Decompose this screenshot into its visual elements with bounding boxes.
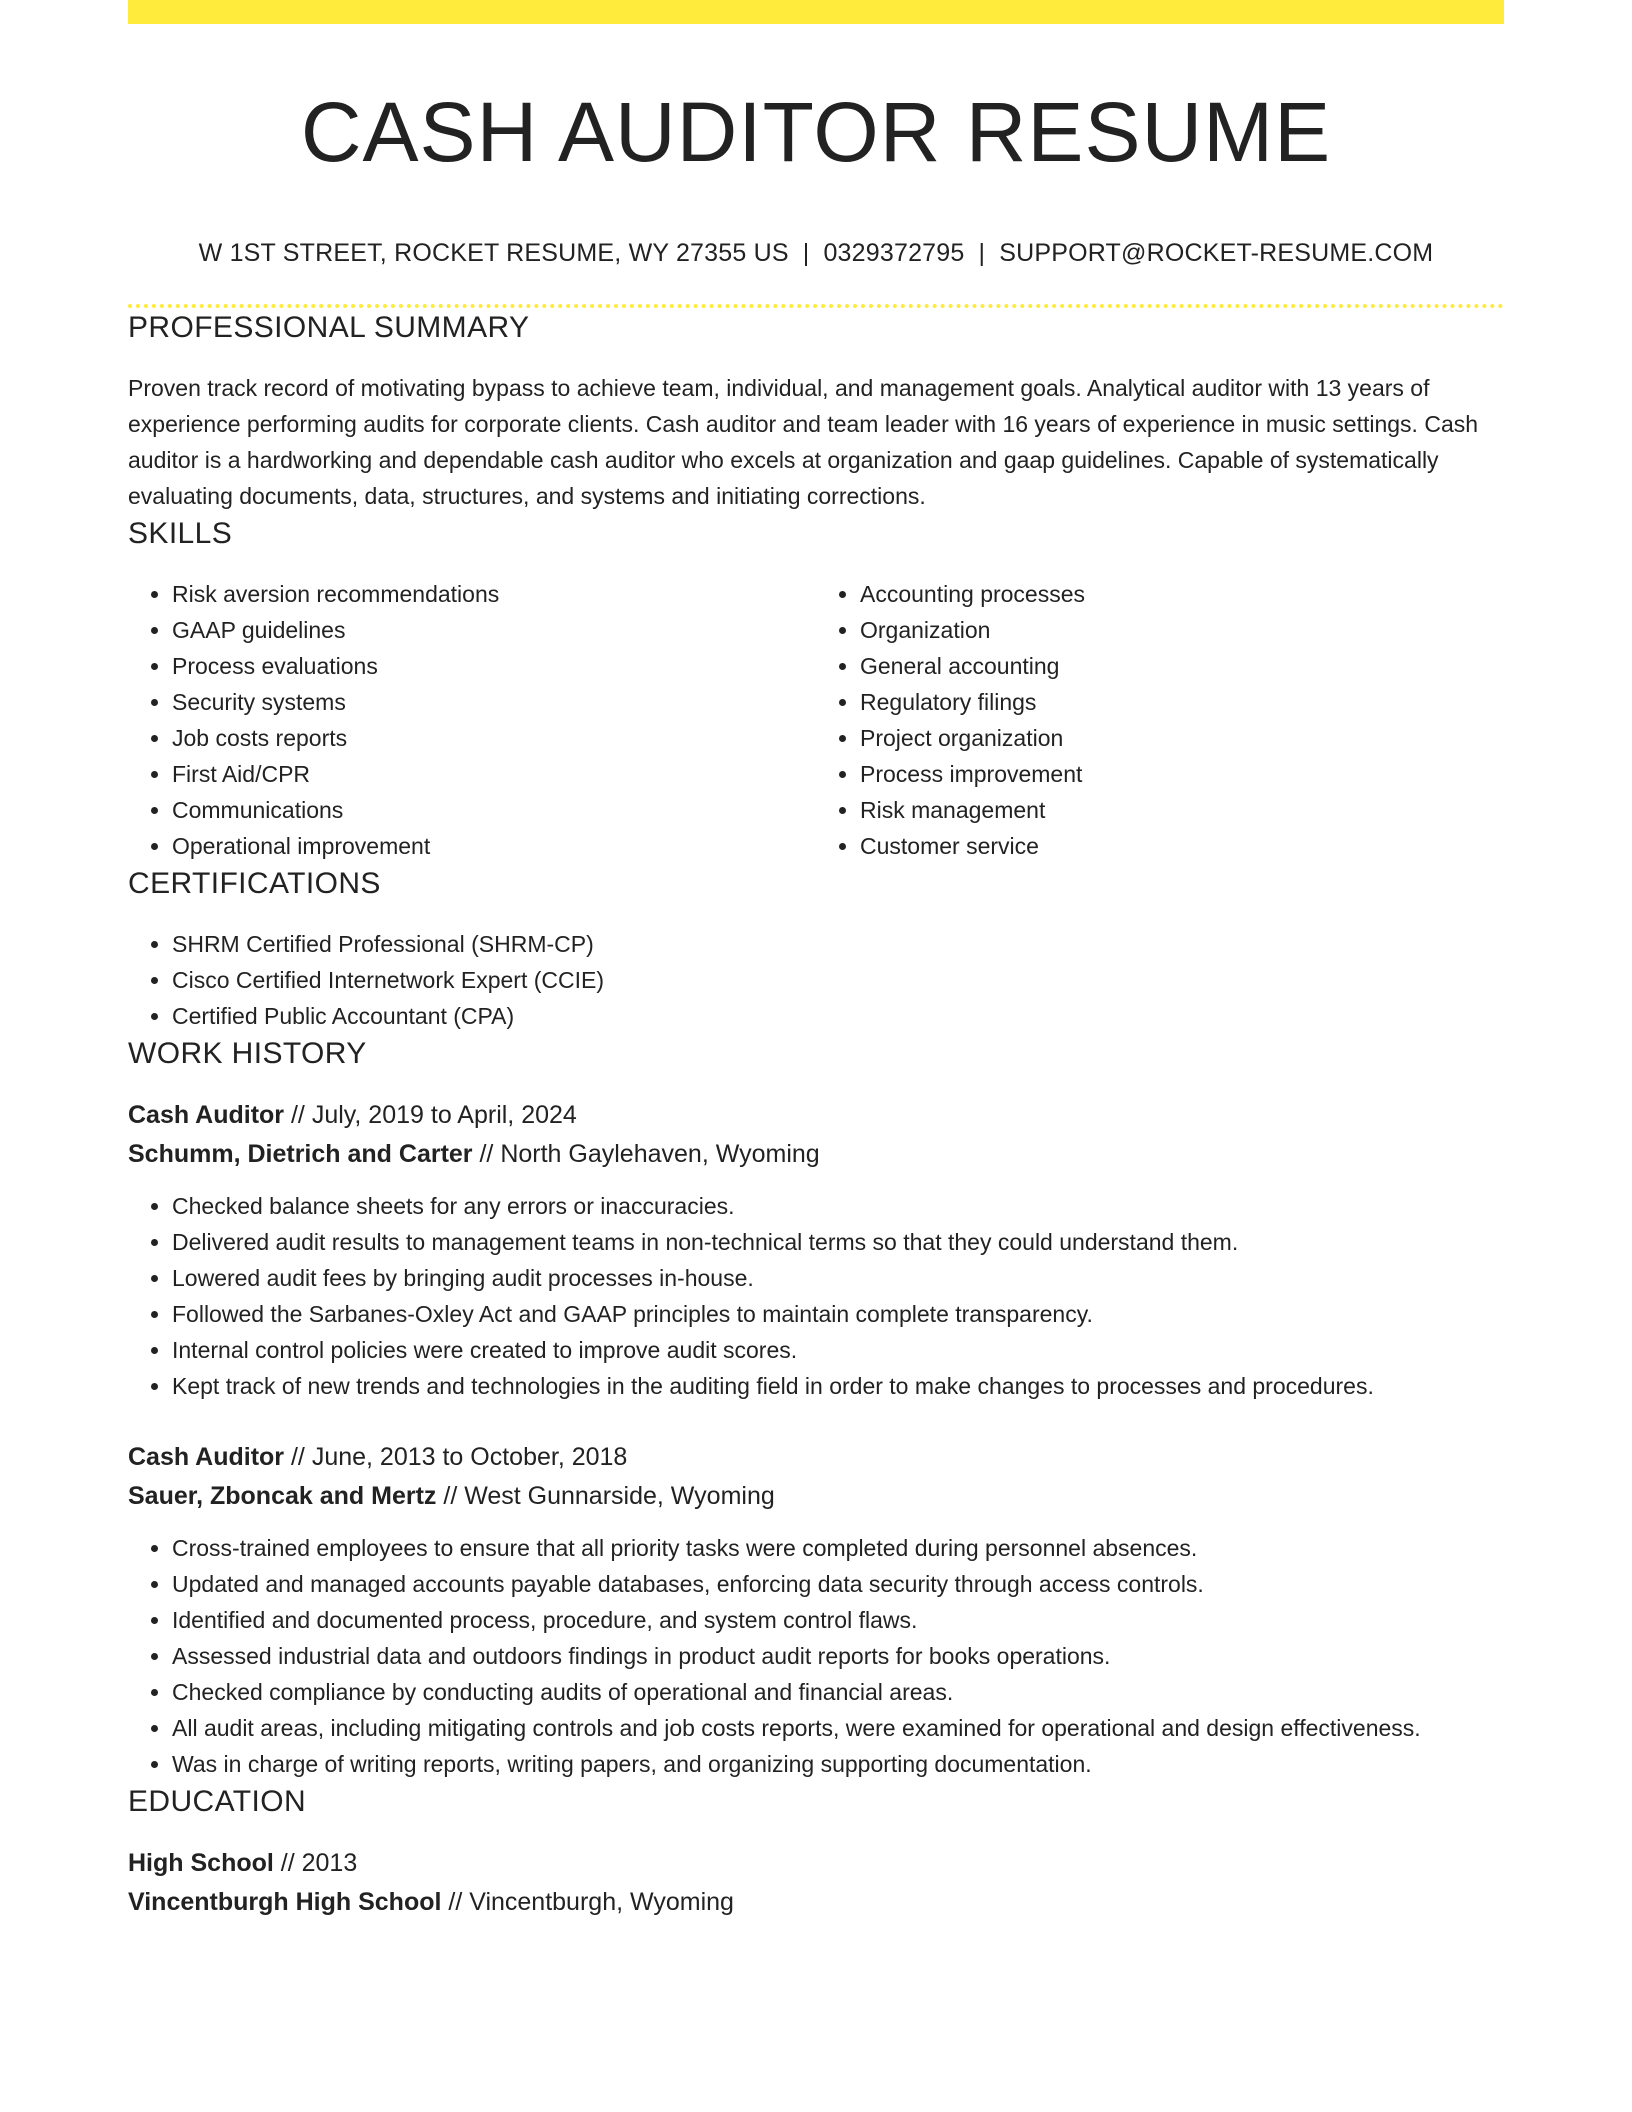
contact-line — [128, 236, 1504, 270]
job-role-line — [128, 1438, 1504, 1477]
certification-item: • SHRM Certified Professional (SHRM-CP) — [172, 926, 1504, 962]
certification-item: • Cisco Certified Internetwork Expert (CCIE) — [172, 962, 1504, 998]
contact-separator: | — [802, 239, 810, 267]
skill-item: • Risk management — [860, 792, 1504, 828]
summary-heading: PROFESSIONAL SUMMARY — [128, 311, 530, 344]
job-location: // West Gunnarside, Wyoming — [436, 1482, 775, 1510]
work-history-heading: WORK HISTORY — [128, 1037, 367, 1070]
job-role: Cash Auditor — [128, 1101, 285, 1129]
skills-right-list — [816, 576, 1504, 864]
certification-item: • Certified Public Accountant (CPA) — [172, 998, 1504, 1034]
resume-content — [128, 0, 1504, 1922]
education-degree: High School — [128, 1849, 274, 1877]
education-heading: EDUCATION — [128, 1785, 307, 1818]
job-duty: • Updated and managed accounts payable databases, enforcing data security through access controls. — [172, 1566, 1504, 1602]
contact-phone: 0329372795 — [823, 239, 965, 267]
skill-item: • GAAP guidelines — [172, 612, 816, 648]
job-duty: • Delivered audit results to management teams in non-technical terms so that they could understand them. — [172, 1224, 1504, 1260]
job-duty: • Cross-trained employees to ensure that all priority tasks were completed during personnel absences. — [172, 1530, 1504, 1566]
skills-grid — [128, 576, 1504, 864]
certifications-list — [128, 926, 1504, 1034]
contact-address: W 1ST STREET, ROCKET RESUME, WY 27355 US — [198, 239, 789, 267]
education-school-line — [128, 1883, 1504, 1922]
skill-item: • Process evaluations — [172, 648, 816, 684]
job-company-line — [128, 1477, 1504, 1516]
education-school: Vincentburgh High School — [128, 1888, 442, 1916]
job-duties-list — [128, 1188, 1504, 1404]
skill-item: • Accounting processes — [860, 576, 1504, 612]
education-location: // Vincentburgh, Wyoming — [441, 1888, 734, 1916]
job-duty: • Assessed industrial data and outdoors findings in product audit reports for books operations. — [172, 1638, 1504, 1674]
job-company: Schumm, Dietrich and Carter — [128, 1140, 473, 1168]
education-year: // 2013 — [273, 1849, 358, 1877]
job-duty: • Kept track of new trends and technologies in the auditing field in order to make changes to processes and procedures. — [172, 1368, 1504, 1404]
job-dates: // June, 2013 to October, 2018 — [284, 1443, 628, 1471]
skill-item: • Regulatory filings — [860, 684, 1504, 720]
job-dates: // July, 2019 to April, 2024 — [284, 1101, 577, 1129]
skills-heading: SKILLS — [128, 517, 233, 550]
job-duty: • Checked balance sheets for any errors or inaccuracies. — [172, 1188, 1504, 1224]
job-duty: • Lowered audit fees by bringing audit processes in-house. — [172, 1260, 1504, 1296]
skill-item: • Project organization — [860, 720, 1504, 756]
skill-item: • Customer service — [860, 828, 1504, 864]
summary-text: Proven track record of motivating bypass to achieve team, individual, and management goals. Analytical auditor with 13 years of experience performing audits for corporate clients. Cash auditor and team leader with 16 years of experience in music settings. Cash auditor is a hardworking and dependable cash auditor who excels at organization and gaap guidelines. Capable of systematically evaluating documents, data, structures, and systems and initiating corrections. — [128, 375, 1479, 509]
skill-item: • Organization — [860, 612, 1504, 648]
job-entry — [128, 1096, 1504, 1404]
job-role: Cash Auditor — [128, 1443, 285, 1471]
contact-separator: | — [978, 239, 986, 267]
job-company: Sauer, Zboncak and Mertz — [128, 1482, 437, 1510]
skills-left-list — [128, 576, 816, 864]
skill-item: • General accounting — [860, 648, 1504, 684]
job-duty: • Followed the Sarbanes-Oxley Act and GAAP principles to maintain complete transparency. — [172, 1296, 1504, 1332]
skill-item: • Security systems — [172, 684, 816, 720]
job-duty: • Internal control policies were created to improve audit scores. — [172, 1332, 1504, 1368]
skill-item: • Communications — [172, 792, 816, 828]
resume-title: CASH AUDITOR RESUME — [300, 85, 1332, 179]
contact-email: SUPPORT@ROCKET-RESUME.COM — [999, 239, 1434, 267]
skill-item: • Job costs reports — [172, 720, 816, 756]
job-role-line — [128, 1096, 1504, 1135]
skill-item: • Process improvement — [860, 756, 1504, 792]
job-duty: • All audit areas, including mitigating controls and job costs reports, were examined for operational and design effectiveness. — [172, 1710, 1504, 1746]
job-duty: • Was in charge of writing reports, writing papers, and organizing supporting documentation. — [172, 1746, 1504, 1782]
skill-item: • Risk aversion recommendations — [172, 576, 816, 612]
education-entry — [128, 1844, 1504, 1922]
job-duty: • Identified and documented process, procedure, and system control flaws. — [172, 1602, 1504, 1638]
job-company-line — [128, 1135, 1504, 1174]
job-duties-list — [128, 1530, 1504, 1782]
job-duty: • Checked compliance by conducting audits of operational and financial areas. — [172, 1674, 1504, 1710]
skill-item: • First Aid/CPR — [172, 756, 816, 792]
job-entry — [128, 1438, 1504, 1782]
certifications-heading: CERTIFICATIONS — [128, 867, 381, 900]
education-degree-line — [128, 1844, 1504, 1883]
job-location: // North Gaylehaven, Wyoming — [472, 1140, 820, 1168]
skill-item: • Operational improvement — [172, 828, 816, 864]
